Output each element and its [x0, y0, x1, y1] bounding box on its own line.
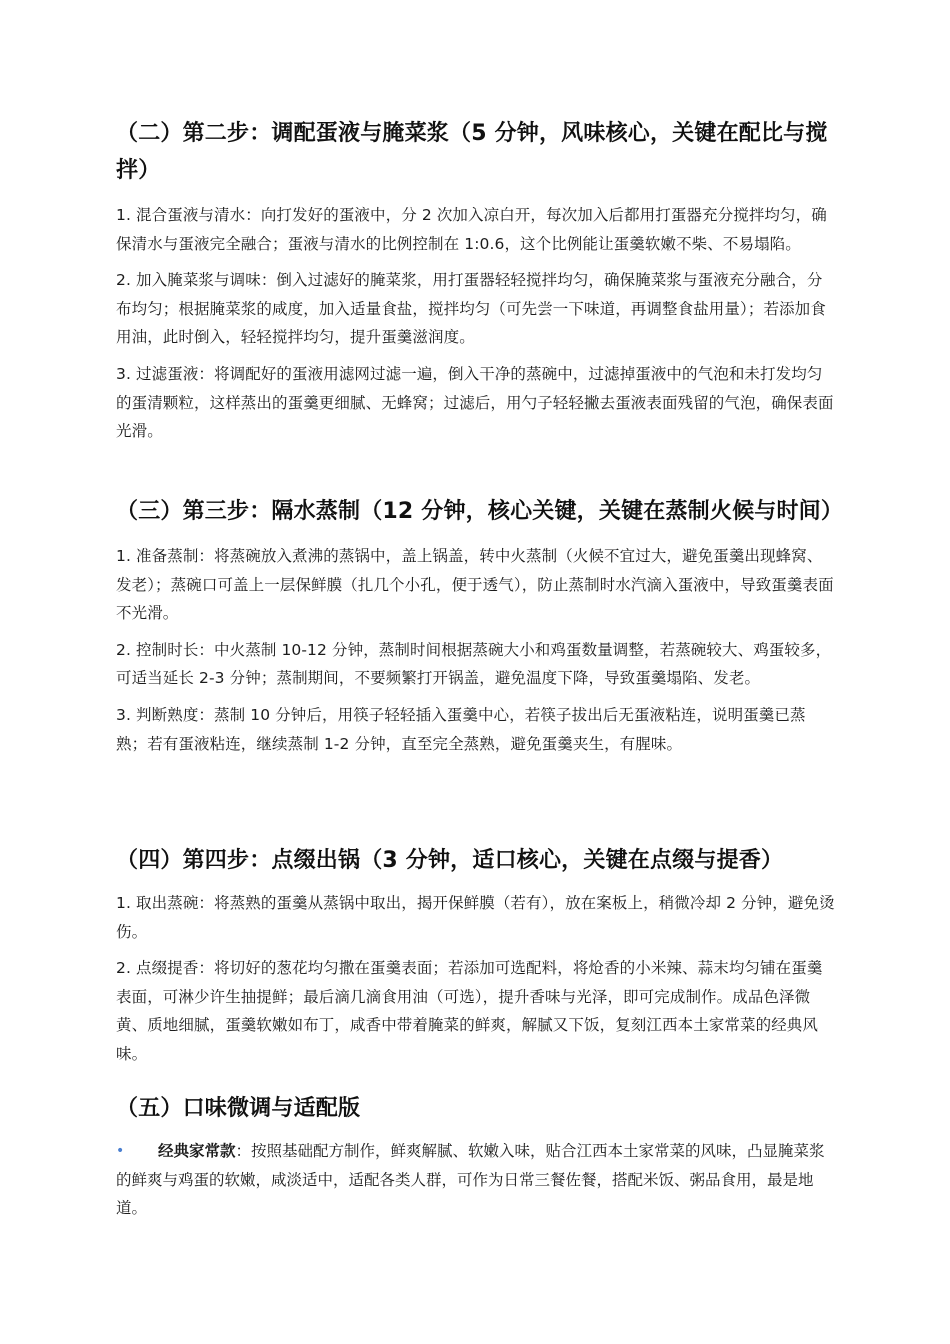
bullet-term: 经典家常款 — [158, 1142, 236, 1160]
section-flavor-variants — [116, 1090, 836, 1223]
section-heading: （五）口味微调与适配版 — [116, 1096, 361, 1121]
section-step-three — [116, 493, 844, 758]
section-step-two — [116, 115, 836, 446]
bullet-icon: • — [116, 1143, 125, 1159]
list-item — [116, 1137, 836, 1223]
step-paragraph: 2. 控制时长：中火蒸制 10-12 分钟，蒸制时间根据蒸碗大小和鸡蛋数量调整，若蒸碗较大、鸡蛋较多，可适当延长 2-3 分钟；蒸制期间，不要频繁打开锅盖，避免温度下降，导致蛋羹塌陷、发老。 — [116, 640, 832, 688]
section-heading: （四）第四步：点缀出锅（3 分钟，适口核心，关键在点缀与提香） — [116, 848, 784, 873]
step-paragraph: 1. 取出蒸碗：将蒸熟的蛋羹从蒸锅中取出，揭开保鲜膜（若有），放在案板上，稍微冷却 2 分钟，避免烫伤。 — [116, 894, 835, 941]
bullet-paragraph — [116, 1137, 836, 1223]
section-heading: （三）第三步：隔水蒸制（12 分钟，核心关键，关键在蒸制火候与时间） — [116, 499, 844, 524]
section-heading: （二）第二步：调配蛋液与腌菜浆（5 分钟，风味核心，关键在配比与搅拌） — [116, 121, 828, 183]
step-paragraph: 3. 判断熟度：蒸制 10 分钟后，用筷子轻轻插入蛋羹中心，若筷子拔出后无蛋液粘连，说明蛋羹已蒸熟；若有蛋液粘连，继续蒸制 1-2 分钟，直至完全蒸熟，避免蛋羹夹生，有腥味。 — [116, 705, 806, 753]
step-paragraph: 2. 点缀提香：将切好的葱花均匀撒在蛋羹表面；若添加可选配料，将炝香的小米辣、蒜末均匀铺在蛋羹表面，可淋少许生抽提鲜；最后滴几滴食用油（可选），提升香味与光泽，即可完成制作。成品色泽微黄、质地细腻，蛋羹软嫩如布丁，咸香中带着腌菜的鲜爽，解腻又下饭，复刻江西本土家常菜的经典风味。 — [116, 959, 823, 1063]
bullet-description: ：按照基础配方制作，鲜爽解腻、软嫩入味，贴合江西本土家常菜的风味，凸显腌菜浆的鲜爽与鸡蛋的软嫩，咸淡适中，适配各类人群，可作为日常三餐佐餐，搭配米饭、粥品食用，最是地道。 — [116, 1142, 825, 1218]
step-paragraph: 1. 准备蒸制：将蒸碗放入煮沸的蒸锅中，盖上锅盖，转中火蒸制（火候不宜过大，避免蛋羹出现蜂窝、发老）；蒸碗口可盖上一层保鲜膜（扎几个小孔，便于透气），防止蒸制时水汽滴入蛋液中，导致蛋羹表面不光滑。 — [116, 547, 834, 623]
step-paragraph: 3. 过滤蛋液：将调配好的蛋液用滤网过滤一遍，倒入干净的蒸碗中，过滤掉蛋液中的气泡和未打发均匀的蛋清颗粒，这样蒸出的蛋羹更细腻、无蜂窝；过滤后，用勺子轻轻撇去蛋液表面残留的气泡，确保表面光滑。 — [116, 364, 834, 441]
section-step-four — [116, 842, 836, 1069]
step-paragraph: 1. 混合蛋液与清水：向打发好的蛋液中，分 2 次加入凉白开，每次加入后都用打蛋器充分搅拌均匀，确保清水与蛋液完全融合；蛋液与清水的比例控制在 1:0.6，这个比例能让蛋羹软嫩不柴、不易塌陷。 — [116, 206, 827, 253]
step-paragraph: 2. 加入腌菜浆与调味：倒入过滤好的腌菜浆，用打蛋器轻轻搅拌均匀，确保腌菜浆与蛋液充分融合，分布均匀；根据腌菜浆的咸度，加入适量食盐，搅拌均匀（可先尝一下味道，再调整食盐用量）；若添加食用油，此时倒入，轻轻搅拌均匀，提升蛋羹滋润度。 — [116, 271, 826, 347]
